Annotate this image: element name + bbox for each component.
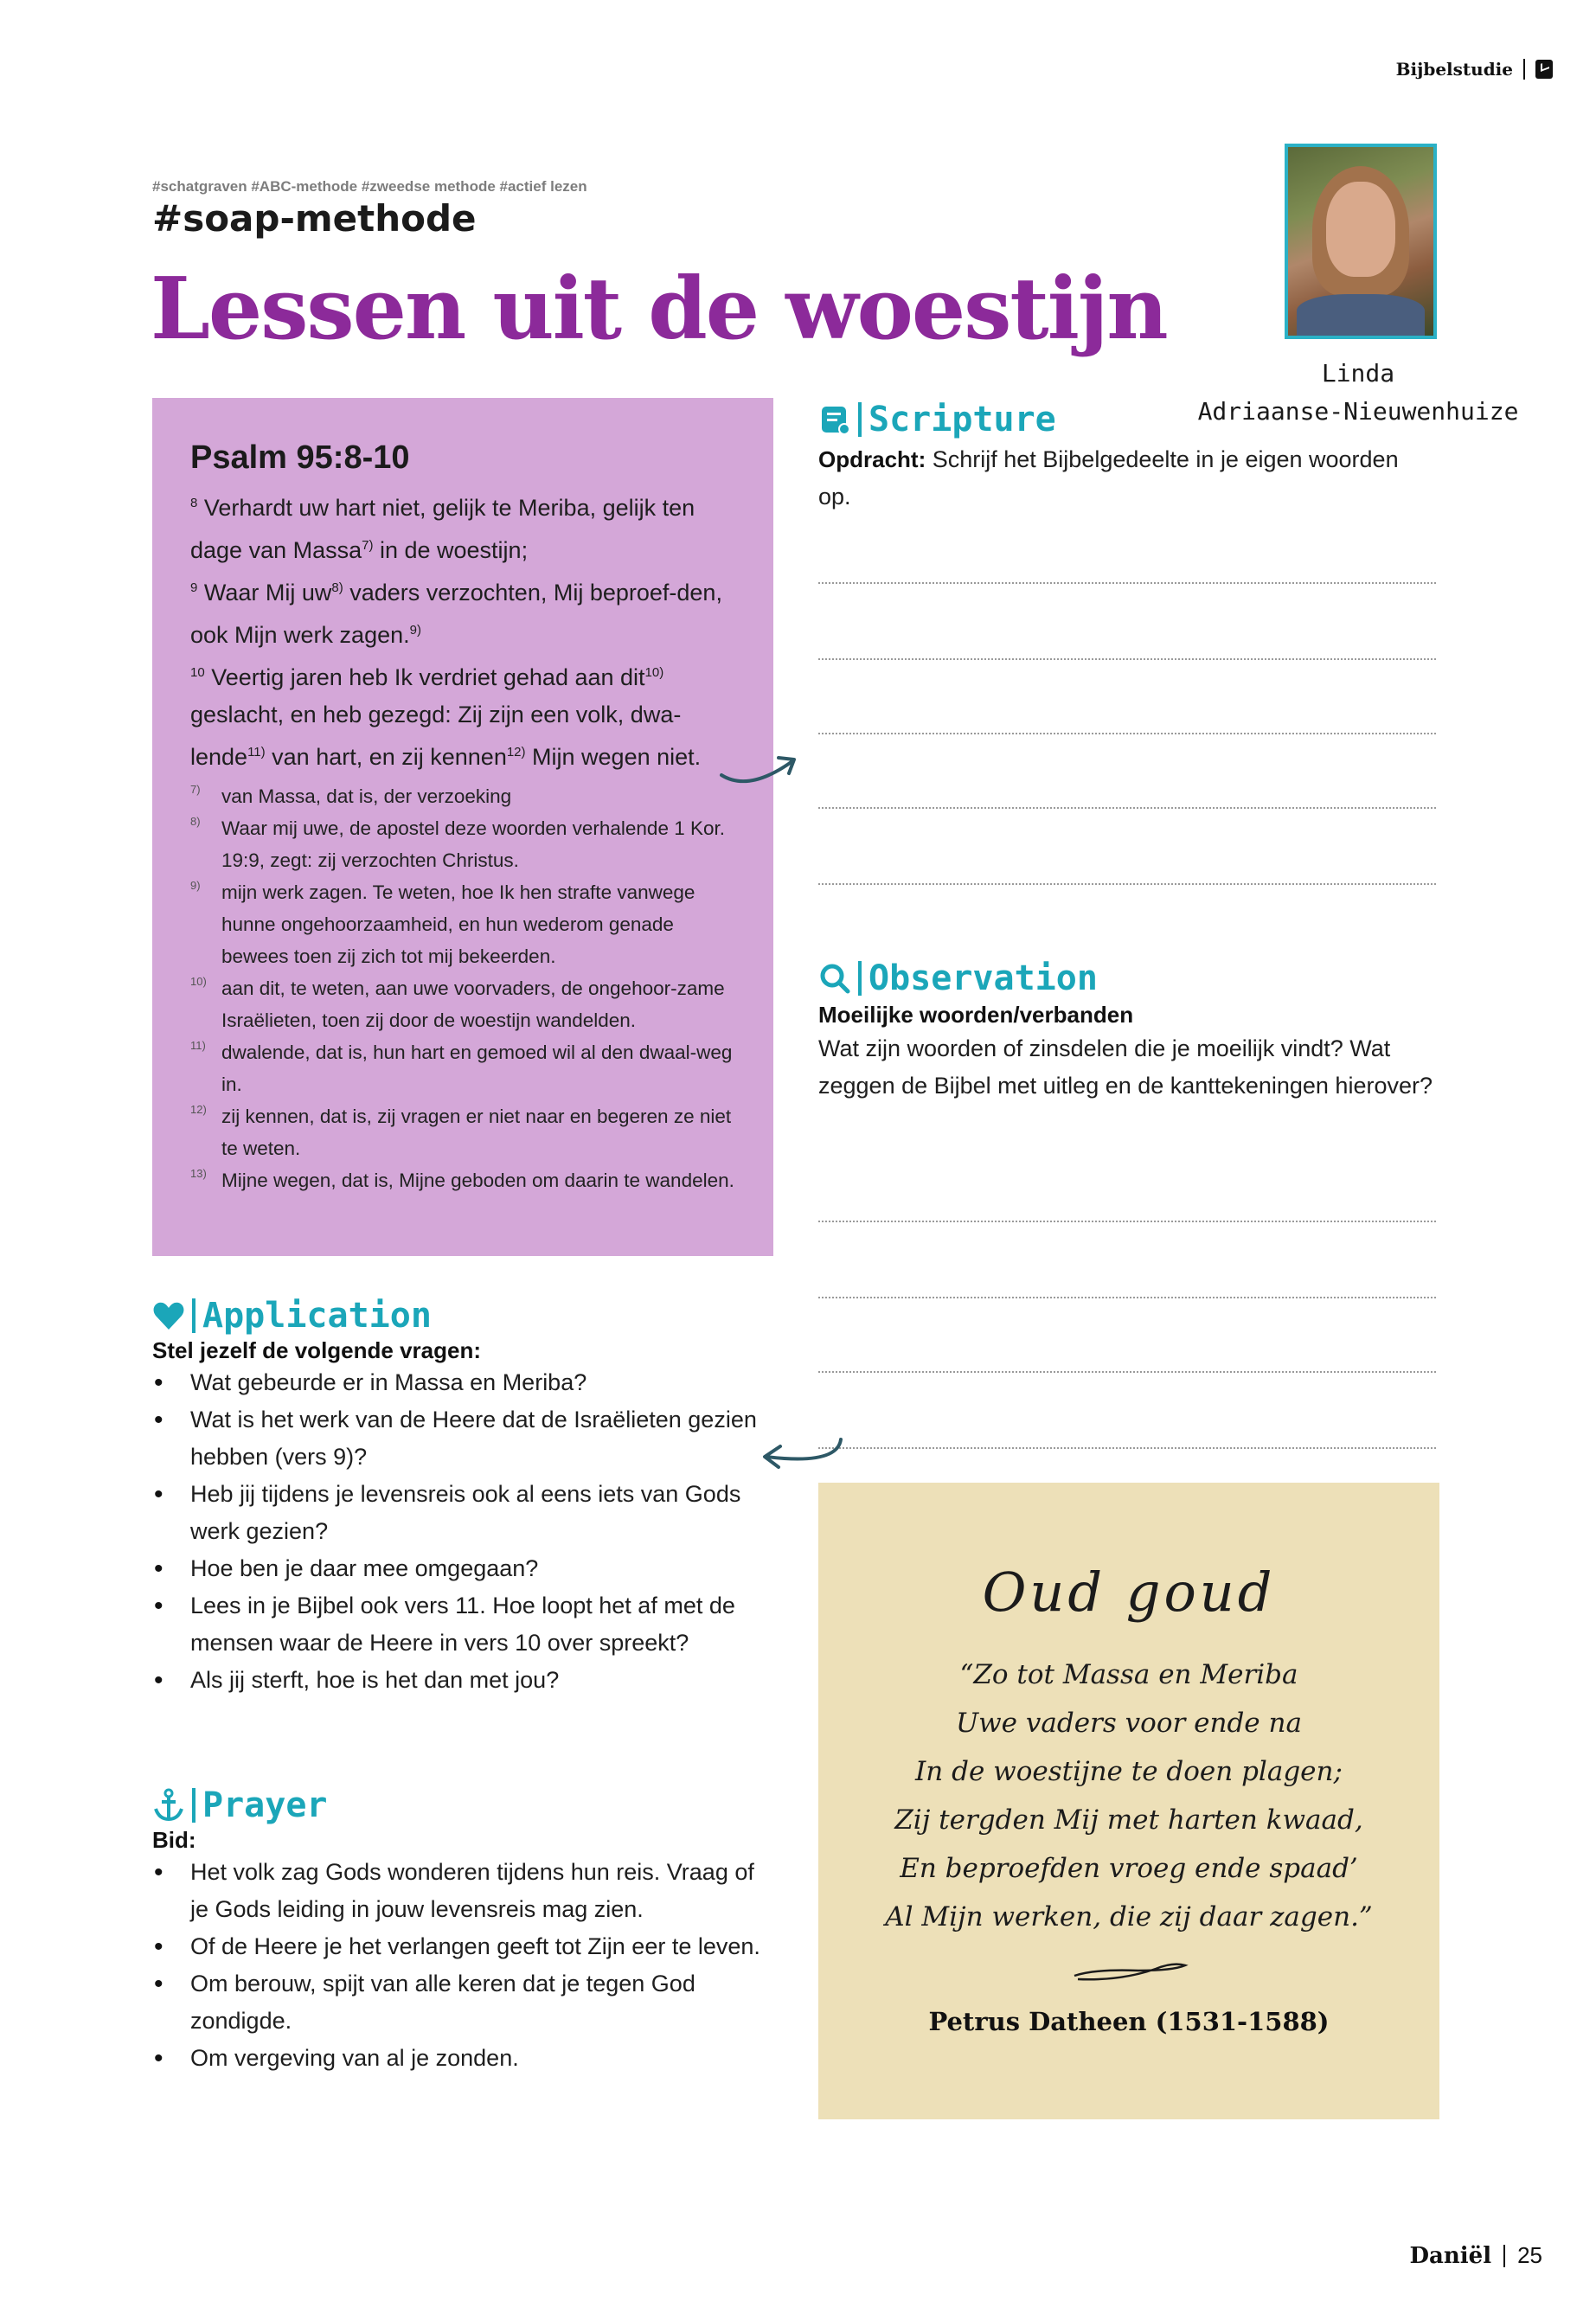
footnote-text: Waar mij uwe, de apostel deze woorden verhalende 1 Kor. 19:9, zegt: zij verzochten Christus. [221, 817, 726, 871]
footnote-number: 11) [190, 1039, 206, 1052]
writing-line[interactable] [818, 883, 1436, 885]
quote-box [818, 1483, 1439, 2119]
footnote [190, 780, 744, 812]
footnote [190, 972, 744, 1036]
header-divider [1523, 59, 1525, 80]
heart-icon [152, 1300, 185, 1331]
footnote-number: 7) [190, 783, 201, 796]
writing-line[interactable] [818, 1297, 1436, 1298]
writing-line[interactable] [818, 658, 1436, 660]
quote-line: En beproefden vroeg ende spaad’ [900, 1853, 1358, 1884]
application-subheading: Stel jezelf de volgende vragen: [152, 1337, 481, 1363]
writing-line[interactable] [818, 582, 1436, 584]
author-photo [1285, 144, 1437, 339]
observation-text: Wat zijn woorden of zinsdelen die je moeilijk vindt? Wat zeggen de Bijbel met uitleg en de kanttekeningen hierover? [818, 1035, 1433, 1099]
application-heading [152, 1296, 775, 1336]
quote-line: “Zo tot Massa en Meriba [959, 1659, 1298, 1690]
footnote [190, 1100, 744, 1164]
magazine-name: Daniël [1409, 2242, 1492, 2269]
footnote-text: aan dit, te weten, aan uwe voorvaders, de ongehoor-zame Israëlieten, toen zij door de woestijn wandelden. [221, 977, 725, 1031]
application-questions [152, 1364, 775, 1699]
verse-text: Verhardt uw hart niet, gelijk te Meriba, gelijk ten dage van Massa [190, 495, 695, 563]
quote-text [818, 1650, 1439, 1941]
author-first-name: Linda [1321, 359, 1395, 388]
writing-line[interactable] [818, 1447, 1436, 1449]
quote-heading: Oud goud [982, 1561, 1276, 1624]
prayer-section [152, 1785, 775, 2077]
list-item: • Heb jij tijdens je levensreis ook al eens iets van Gods werk gezien? [152, 1476, 775, 1550]
verse-text: in de woestijn; [373, 537, 529, 563]
application-section [152, 1296, 775, 1699]
list-item: • Het volk zag Gods wonderen tijdens hun reis. Vraag of je Gods leiding in jouw levensreis mag zien. [152, 1854, 775, 1928]
verse-number: 10 [190, 665, 205, 680]
anchor-icon [152, 1788, 185, 1823]
footnote [190, 1036, 744, 1100]
list-item: • Hoe ben je daar mee omgegaan? [152, 1550, 775, 1587]
writing-line[interactable] [818, 807, 1436, 809]
footnote-ref: 8) [331, 580, 343, 595]
footnote-text: dwalende, dat is, hun hart en gemoed wil al den dwaal-weg in. [221, 1042, 733, 1095]
list-item: • Om berouw, spijt van alle keren dat je tegen God zondigde. [152, 1965, 775, 2040]
footnote-number: 12) [190, 1103, 207, 1116]
quote-line: Uwe vaders voor ende na [956, 1708, 1302, 1739]
observation-section [818, 958, 1436, 1105]
footnote [190, 1164, 744, 1196]
verse-text: Mijn wegen niet. [525, 744, 702, 770]
prayer-subheading: Bid: [152, 1827, 196, 1853]
flourish-divider-icon [1069, 1957, 1190, 1988]
observation-heading-text: Observation [869, 958, 1098, 998]
prayer-heading [152, 1785, 775, 1825]
heading-bar [858, 402, 862, 437]
footer-divider [1503, 2245, 1505, 2267]
list-item: • Of de Heere je het verlangen geeft tot Zijn eer te leven. [152, 1928, 775, 1965]
bible-book-icon [1535, 60, 1553, 79]
verse-text: vaders verzochten, Mij beproef-den, ook Mijn werk zagen. [190, 580, 722, 648]
footnote-ref: 7) [362, 538, 374, 553]
arrow-to-scripture-icon [715, 740, 810, 792]
psalm-reference: Psalm 95:8-10 [190, 439, 410, 476]
observation-heading [818, 958, 1436, 998]
footnote-list [190, 780, 744, 1196]
heading-bar [858, 961, 862, 996]
page-footer [1409, 2242, 1542, 2269]
footnote-ref: 10) [644, 665, 664, 680]
section-name: Bijbelstudie [1395, 59, 1513, 80]
footnote [190, 812, 744, 876]
hashtags: #schatgraven #ABC-methode #zweedse methode #actief lezen [152, 178, 587, 195]
footnote-number: 10) [190, 975, 207, 988]
footnote-ref: 9) [409, 623, 421, 638]
list-item: • Om vergeving van al je zonden. [152, 2040, 775, 2077]
scroll-icon [818, 403, 851, 436]
footnote [190, 876, 744, 972]
writing-line[interactable] [818, 1371, 1436, 1373]
footnote-number: 13) [190, 1167, 207, 1180]
footnote-ref: 12) [506, 745, 526, 760]
footnote-text: van Massa, dat is, der verzoeking [221, 785, 512, 807]
magnifier-icon [818, 962, 851, 995]
method-title: #soap-methode [152, 197, 477, 240]
verse-number: 8 [190, 496, 198, 510]
instruction-label: Opdracht: [818, 446, 926, 472]
verse-text: van hart, en zij kennen [265, 744, 507, 770]
prayer-heading-text: Prayer [202, 1785, 328, 1825]
instruction-text: Schrijf het Bijbelgedeelte in je eigen woorden op. [818, 446, 1399, 510]
verse-text: Waar Mij uw [203, 580, 332, 606]
photo-shoulders [1297, 294, 1425, 336]
photo-face [1326, 182, 1395, 277]
psalm-box [152, 398, 773, 1256]
scripture-section [818, 400, 1436, 516]
footnote-text: zij kennen, dat is, zij vragen er niet naar en begeren ze niet te weten. [221, 1106, 732, 1159]
footnote-ref: 11) [247, 745, 266, 760]
list-item: • Als jij sterft, hoe is het dan met jou? [152, 1662, 775, 1699]
writing-line[interactable] [818, 733, 1436, 734]
psalm-text [190, 484, 744, 776]
page-number: 25 [1517, 2242, 1542, 2268]
verse-10 [190, 664, 701, 770]
page-title: Lessen uit de woestijn [151, 260, 1167, 359]
footnote-text: mijn werk zagen. Te weten, hoe Ik hen strafte vanwege hunne ongehoorzaamheid, en hun wederom genade bewees toen zij zich tot mij bekeerden. [221, 881, 695, 967]
scripture-heading [818, 400, 1436, 439]
footnote-number: 9) [190, 879, 201, 892]
list-item: • Wat gebeurde er in Massa en Meriba? [152, 1364, 775, 1401]
prayer-items [152, 1854, 775, 2077]
verse-8 [190, 495, 695, 563]
section-header [1396, 59, 1553, 80]
list-item: • Wat is het werk van de Heere dat de Israëlieten gezien hebben (vers 9)? [152, 1401, 775, 1476]
scripture-instruction [818, 441, 1436, 516]
verse-number: 9 [190, 580, 198, 595]
list-item: • Lees in je Bijbel ook vers 11. Hoe loopt het af met de mensen waar de Heere in vers 10 over spreekt? [152, 1587, 775, 1662]
writing-line[interactable] [818, 1221, 1436, 1222]
quote-line: Al Mijn werken, die zij daar zagen.” [885, 1901, 1373, 1932]
heading-bar [192, 1298, 195, 1333]
observation-subheading: Moeilijke woorden/verbanden [818, 1002, 1134, 1028]
heading-bar [192, 1788, 195, 1823]
application-heading-text: Application [202, 1296, 432, 1336]
verse-text: Veertig jaren heb Ik verdriet gehad aan dit [211, 664, 645, 690]
verse-text: geslacht, en heb gezegd: Zij zijn een volk, dwa-lende [190, 702, 682, 770]
verse-9 [190, 580, 722, 648]
quote-author: Petrus Datheen (1531-1588) [928, 2007, 1330, 2036]
author-last-name: Adriaanse-Nieuwenhuize [1197, 397, 1519, 426]
quote-line: In de woestijne te doen plagen; [915, 1756, 1343, 1787]
scripture-heading-text: Scripture [869, 400, 1056, 439]
quote-line: Zij tergden Mij met harten kwaad, [894, 1804, 1363, 1836]
footnote-number: 8) [190, 815, 201, 828]
footnote-text: Mijne wegen, dat is, Mijne geboden om daarin te wandelen. [221, 1170, 734, 1191]
